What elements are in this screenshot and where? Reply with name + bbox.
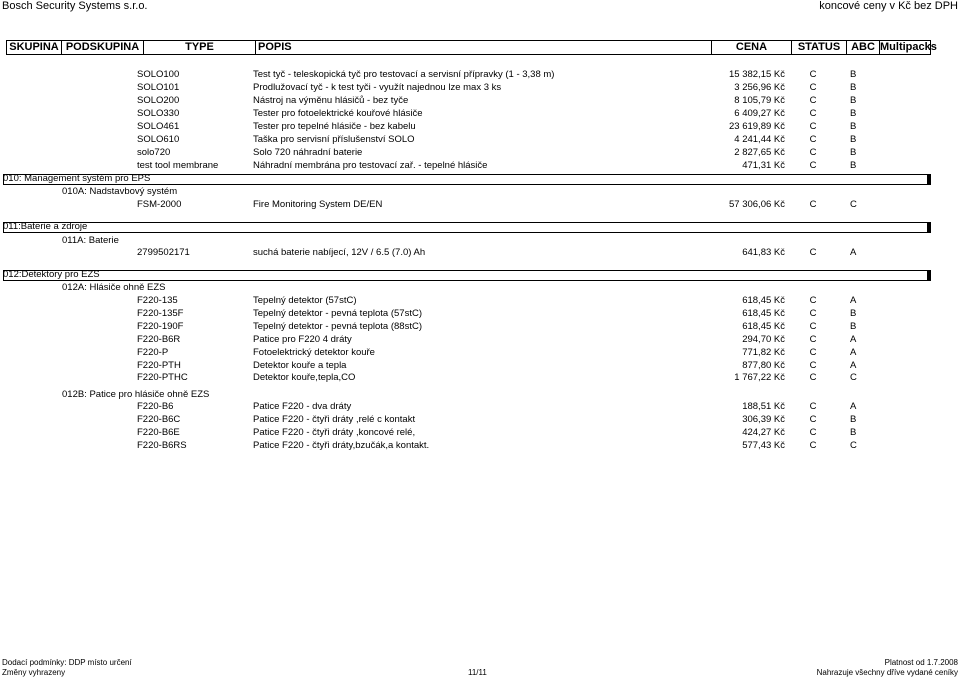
product-status: C [809,159,817,171]
product-description: Patice F220 - čtyři dráty ,relé c kontakt [253,413,416,425]
product-description: Patice F220 - čtyři dráty ,koncové relé, [253,426,416,438]
product-status: C [809,307,817,319]
product-price: 2 827,65 Kč [734,146,785,158]
table-row [0,107,960,120]
product-status: C [809,372,817,384]
group-label: 010: Management systém pro EPS [3,173,151,184]
product-description: Tester pro fotoelektrické kouřové hlásiče [253,107,423,119]
product-abc: A [850,333,857,345]
product-abc: B [850,320,857,332]
product-price: 6 409,27 Kč [734,107,785,119]
product-status: C [809,439,817,451]
product-status: C [809,199,817,210]
product-price: 424,27 Kč [742,426,785,438]
product-code: SOLO100 [137,69,180,80]
col-status: STATUS [792,41,847,54]
product-description: Taška pro servisní příslušenství SOLO [253,133,415,145]
product-code: SOLO330 [137,107,180,119]
product-abc: B [850,133,857,145]
product-code: F220-PTHC [137,372,188,384]
product-price: 188,51 Kč [742,401,785,412]
col-type: TYPE [144,41,256,54]
product-description: Patice pro F220 4 dráty [253,333,352,345]
product-price: 15 382,15 Kč [729,69,785,80]
product-price: 8 105,79 Kč [734,94,785,106]
product-code: SOLO610 [137,133,180,145]
col-cena: CENA [712,41,792,54]
product-code: SOLO200 [137,94,180,106]
footer-changes: Změny vyhrazeny [2,668,66,677]
product-abc: B [850,426,857,438]
product-price: 618,45 Kč [742,320,785,332]
product-abc: B [850,107,857,119]
product-status: C [809,120,817,132]
table-row [0,333,960,346]
col-podskupina: PODSKUPINA [62,41,144,54]
table-row [0,307,960,320]
product-code: F220-135F [137,307,184,319]
product-description: Detektor kouře,tepla,CO [253,372,356,384]
product-code: solo720 [137,146,171,158]
product-code: 2799502171 [137,247,190,258]
product-code: F220-B6RS [137,439,187,451]
group-bar-edge [927,175,930,184]
product-status: C [809,426,817,438]
product-description: Tepelný detektor - pevná teplota (57stC) [253,307,422,319]
table-row [0,133,960,146]
product-price: 641,83 Kč [742,247,785,258]
product-abc: B [850,159,857,171]
product-status: C [809,333,817,345]
product-code: F220-190F [137,320,184,332]
product-price: 1 767,22 Kč [734,372,785,384]
product-description: Patice F220 - dva dráty [253,401,352,412]
product-code: F220-P [137,346,169,358]
product-status: C [809,94,817,106]
col-popis: POPIS [256,41,712,54]
subgroup-label: 010A: Nadstavbový systém [62,186,178,197]
col-skupina: SKUPINA [7,41,62,54]
group-bar [3,270,931,281]
product-price: 57 306,06 Kč [729,199,785,210]
price-note: koncové ceny v Kč bez DPH [819,0,958,12]
product-description: Prodlužovací tyč - k test tyči - využít najednou lze max 3 ks [253,81,502,93]
product-status: C [809,247,817,258]
product-price: 23 619,89 Kč [729,120,785,132]
product-price: 618,45 Kč [742,295,785,306]
subgroup-label: 012A: Hlásiče ohně EZS [62,282,166,293]
subgroup-label: 011A: Baterie [62,235,119,246]
product-description: Náhradní membrána pro testovací zař. - tepelné hlásiče [253,159,488,171]
product-description: Test tyč - teleskopická tyč pro testovací a servisní přípravky (1 - 3,38 m) [253,69,555,80]
product-price: 471,31 Kč [742,159,785,171]
product-description: Patice F220 - čtyři dráty,bzučák,a kontakt. [253,439,430,451]
product-code: F220-B6E [137,426,180,438]
table-row [0,198,960,211]
footer-page-number: 11/11 [468,668,487,677]
product-abc: B [850,146,857,158]
product-abc: B [850,413,857,425]
product-status: C [809,133,817,145]
product-description: Fotoelektrický detektor kouře [253,346,375,358]
col-abc: ABC [847,41,880,54]
product-status: C [809,320,817,332]
product-status: C [809,413,817,425]
product-code: SOLO101 [137,81,180,93]
product-abc: C [850,372,857,384]
product-description: Tepelný detektor (57stC) [253,295,357,306]
product-code: F220-135 [137,295,178,306]
product-description: Solo 720 náhradní baterie [253,146,363,158]
table-row [0,426,960,439]
product-abc: B [850,307,857,319]
product-code: test tool membrane [137,159,219,171]
table-row [0,146,960,159]
group-label: 011:Baterie a zdroje [3,221,88,232]
table-row [0,81,960,94]
company-name: Bosch Security Systems s.r.o. [2,0,148,12]
col-multipacks: Multipacks [880,41,937,53]
product-abc: C [850,199,857,210]
subgroup-label: 012B: Patice pro hlásiče ohně EZS [62,389,210,400]
footer-valid-from: Platnost od 1.7.2008 [884,658,958,667]
table-row [0,371,960,384]
column-header-bar [6,40,937,55]
product-abc: B [850,69,857,80]
table-row [0,439,960,452]
product-status: C [809,359,817,371]
product-abc: A [850,295,857,306]
table-row [0,359,960,372]
footer-conditions: Dodací podmínky: DDP místo určení [2,658,132,667]
product-abc: A [850,346,857,358]
product-description: Tester pro tepelné hlásiče - bez kabelu [253,120,416,132]
product-status: C [809,295,817,306]
table-row [0,159,960,172]
product-code: F220-B6R [137,333,181,345]
table-row [0,120,960,133]
product-price: 877,80 Kč [742,359,785,371]
product-description: Nástroj na výměnu hlásičů - bez tyče [253,94,409,106]
product-abc: C [850,439,857,451]
product-status: C [809,107,817,119]
product-price: 577,43 Kč [742,439,785,451]
product-code: F220-B6C [137,413,181,425]
product-code: FSM-2000 [137,199,182,210]
group-bar [3,222,931,233]
table-row [0,320,960,333]
group-bar-edge [927,271,930,280]
product-status: C [809,81,817,93]
product-description: Fire Monitoring System DE/EN [253,199,383,210]
product-status: C [809,69,817,80]
product-status: C [809,401,817,412]
product-price: 306,39 Kč [742,413,785,425]
product-code: F220-PTH [137,359,181,371]
product-status: C [809,346,817,358]
table-row [0,94,960,107]
product-description: Detektor kouře a tepla [253,359,347,371]
product-abc: A [850,359,857,371]
product-abc: A [850,401,857,412]
product-status: C [809,146,817,158]
product-code: F220-B6 [137,401,174,412]
product-price: 771,82 Kč [742,346,785,358]
table-row [0,400,960,413]
product-abc: B [850,81,857,93]
product-price: 294,70 Kč [742,333,785,345]
product-abc: B [850,120,857,132]
group-bar-edge [927,223,930,232]
product-description: Tepelný detektor - pevná teplota (88stC) [253,320,422,332]
product-abc: B [850,94,857,106]
table-row [0,294,960,307]
product-code: SOLO461 [137,120,180,132]
table-row [0,68,960,81]
table-row [0,246,960,259]
product-price: 618,45 Kč [742,307,785,319]
product-abc: A [850,247,857,258]
product-price: 4 241,44 Kč [734,133,785,145]
product-price: 3 256,96 Kč [734,81,785,93]
table-row [0,413,960,426]
product-description: suchá baterie nabíjecí, 12V / 6.5 (7.0) Ah [253,247,426,258]
group-label: 012:Detektory pro EZS [3,269,100,280]
table-row [0,346,960,359]
footer-replaces: Nahrazuje všechny dříve vydané ceníky [816,668,958,677]
